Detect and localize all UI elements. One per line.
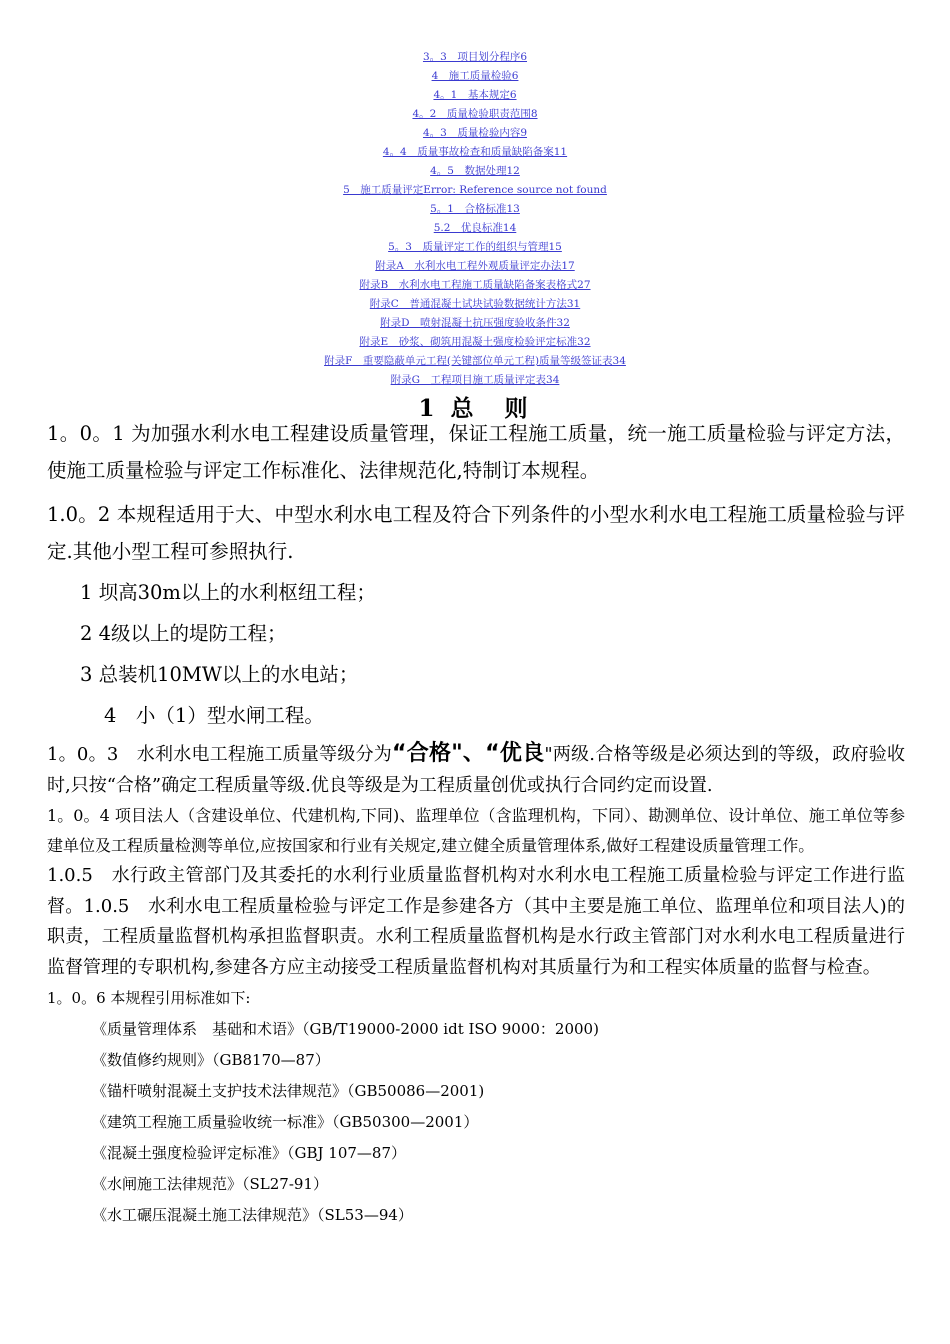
toc-link[interactable]: 附录A 水利水电工程外观质量评定办法17 xyxy=(375,260,575,272)
toc-link[interactable]: 附录G 工程项目施工质量评定表34 xyxy=(390,374,560,386)
clause-text: 1。0。3 水利水电工程施工质量等级分为 xyxy=(47,744,393,765)
table-of-contents xyxy=(0,48,950,390)
list-item: 1 坝高30m以上的水利枢纽工程； xyxy=(80,581,376,604)
clause-1-0-2: 1.0。2 本规程适用于大、中型水利水电工程及符合下列条件的小型水利水电工程施工质量检验与评定.其他小型工程可参照执行. xyxy=(47,503,905,563)
toc-link[interactable]: 4。1 基本规定6 xyxy=(433,89,517,101)
toc-link[interactable]: 附录B 水利水电工程施工质量缺陷备案表格式27 xyxy=(359,279,591,291)
reference-item: 《水闸施工法律规范》（SL27-91） xyxy=(92,1175,328,1193)
clause-1-0-3 xyxy=(47,738,905,801)
toc-link[interactable]: 5。3 质量评定工作的组织与管理15 xyxy=(388,241,562,253)
emphasis-hege: “合格"、 xyxy=(392,741,486,766)
toc-link[interactable]: 5 施工质量评定Error: Reference source not found xyxy=(343,184,607,196)
toc-link[interactable]: 附录C 普通混凝土试块试验数据统计方法31 xyxy=(369,298,581,310)
list-item: 3 总装机10MW以上的水电站； xyxy=(80,663,359,686)
clause-1-0-4: 1。0。4 项目法人（含建设单位、代建机构,下同)、监理单位（含监理机构，下同）、勘测单位、设计单位、施工单位等参建单位及工程质量检测等单位,应按国家和行业有关规定,建立健全质量管理体系,做好工程建设质量管理工作。 xyxy=(47,806,905,855)
toc-link[interactable]: 4。4 质量事故检查和质量缺陷备案11 xyxy=(382,146,568,158)
reference-item: 《混凝土强度检验评定标准》（GBJ 107—87） xyxy=(92,1144,407,1162)
toc-link[interactable]: 4。3 质量检验内容9 xyxy=(422,127,528,139)
reference-item: 《数值修约规则》（GB8170—87） xyxy=(92,1051,330,1069)
chapter-heading: 1 总 则 xyxy=(418,395,532,422)
toc-link[interactable]: 3。3 项目划分程序6 xyxy=(422,51,528,63)
toc-link[interactable]: 4。2 质量检验职责范围8 xyxy=(412,108,538,120)
toc-link[interactable]: 附录E 砂浆、砌筑用混凝土强度检验评定标准32 xyxy=(359,336,591,348)
toc-link[interactable]: 附录F 重要隐蔽单元工程(关键部位单元工程)质量等级签证表34 xyxy=(324,355,626,367)
clause-text: "两级.合格等级是必须达到的等级，政府验收时,只按“合格”确定工程质量等级.优良等级是为工程质量创优或执行合同约定而设置. xyxy=(47,744,905,796)
reference-item: 《水工碾压混凝土施工法律规范》（SL53—94） xyxy=(92,1206,413,1224)
toc-link[interactable]: 4。5 数据处理12 xyxy=(430,165,520,177)
clause-1-0-5: 1.0.5 水行政主管部门及其委托的水利行业质量监督机构对水利水电工程施工质量检验与评定工作进行监督。1.0.5 水利水电工程质量检验与评定工作是参建各方（其中主要是施工单位、监理单位和项目法人)的职责，工程质量监督机构承担监督职责。水利工程质量监督机构是水行政主管部门对水利水电工程质量进行监督管理的专职机构,参建各方应主动接受工程质量监督机构对其质量行为和工程实体质量的监督与检查。 xyxy=(47,865,905,978)
toc-link[interactable]: 附录D 喷射混凝土抗压强度验收条件32 xyxy=(380,317,570,329)
emphasis-youliang: “优良 xyxy=(485,741,545,766)
reference-item: 《质量管理体系 基础和术语》（GB/T19000-2000 idt ISO 9000：2000) xyxy=(92,1020,599,1038)
clause-1-0-1: 1。0。1 为加强水利水电工程建设质量管理，保证工程施工质量，统一施工质量检验与评定方法，使施工质量检验与评定工作标准化、法律规范化,特制订本规程。 xyxy=(47,422,905,482)
reference-item: 《建筑工程施工质量验收统一标准》（GB50300—2001） xyxy=(92,1113,479,1131)
list-item: 2 4级以上的堤防工程； xyxy=(80,622,287,645)
toc-link[interactable]: 5.2 优良标准14 xyxy=(433,222,517,234)
list-item: 4 小（1）型水闸工程。 xyxy=(104,704,324,727)
toc-link[interactable]: 4 施工质量检验6 xyxy=(431,70,519,82)
clause-1-0-6: 1。0。6 本规程引用标准如下: xyxy=(47,989,251,1007)
document-body xyxy=(47,415,905,1231)
reference-item: 《锚杆喷射混凝土支护技术法律规范》（GB50086—2001) xyxy=(92,1082,485,1100)
toc-link[interactable]: 5。1 合格标准13 xyxy=(430,203,520,215)
